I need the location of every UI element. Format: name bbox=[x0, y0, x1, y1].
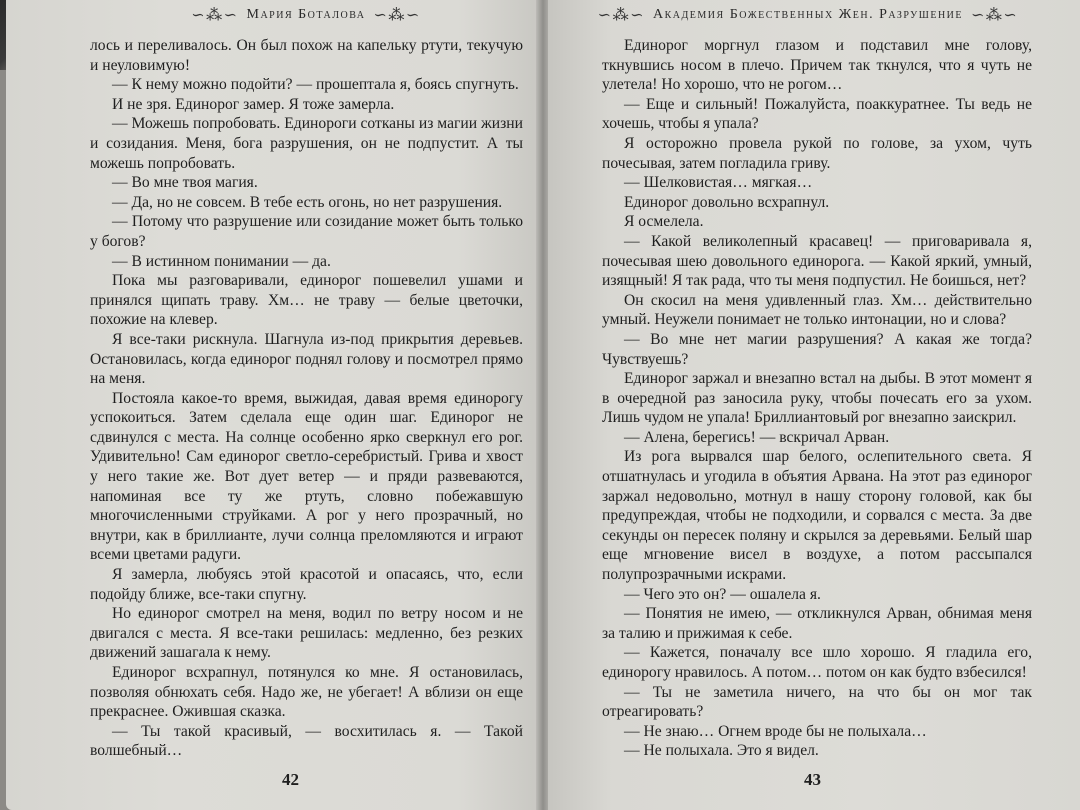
page-number: 43 bbox=[804, 770, 821, 789]
paragraph: — Понятия не имею, — откликнулся Арван, обнимая меня за талию и прижимая к себе. bbox=[602, 605, 1032, 642]
paragraph: — К нему можно подойти? — прошептала я, боясь спугнуть. bbox=[112, 76, 519, 94]
paragraph: — В истинном понимании — да. bbox=[112, 252, 331, 270]
paragraph: — Потому что разрушение или созидание может быть только у богов? bbox=[90, 213, 523, 250]
paragraph: Единорог моргнул глазом и подставил мне голову, ткнувшись носом в плечо. Причем так ткнулся, что я чуть не улетела! Но хорошо, что не рогом… bbox=[602, 37, 1032, 94]
left-page bbox=[6, 0, 538, 810]
paragraph: Я осмелела. bbox=[624, 213, 704, 231]
paragraph: — Не полыхала. Это я видел. bbox=[624, 742, 819, 760]
ornament-left-icon: ∽⁂∽ bbox=[191, 7, 239, 24]
paragraph: — Во мне твоя магия. bbox=[112, 174, 258, 192]
left-page-text bbox=[90, 36, 523, 761]
paragraph: Пока мы разговаривали, единорог пошевелил ушами и принялся щипать траву. Хм… не траву — белые цветочки, похожие на клевер. bbox=[90, 272, 523, 329]
paragraph: — Еще и сильный! Пожалуйста, поаккуратнее. Ты ведь не хочешь, чтобы я упала? bbox=[602, 95, 1032, 133]
ornament-left-icon: ∽⁂∽ bbox=[597, 7, 645, 24]
paragraph: — Можешь попробовать. Единороги сотканы из магии жизни и созидания. Меня, бога разрушения, он не подпустит. А ты можешь попробовать. bbox=[90, 115, 523, 172]
paragraph: — Кажется, поначалу все шло хорошо. Я гладила его, единорогу нравилось. А потом… потом он как будто взбесился! bbox=[602, 644, 1032, 681]
paragraph: Единорог довольно всхрапнул. bbox=[624, 193, 830, 211]
paragraph: Я замерла, любуясь этой красотой и опасаясь, что, если подойду ближе, все-таки спугну. bbox=[90, 566, 523, 603]
paragraph: Постояла какое-то время, выжидая, давая время единорогу успокоиться. Затем сделала еще один шаг. Единорог не сдвинулся с места. На солнце особенно ярко сверкнул его рог. Удивительно! Сам единорог светло-серебристый. Грива и хвост у него такие же. Вот дует ветер — и пряди развеваются, напоминая все ту же ртуть, словно побежавшую многочисленными струйками. А рог у него прозрачный, но внутри, как в бриллианте, лучи солнца преломляются и играют всеми цветами радуги. bbox=[90, 389, 523, 564]
paragraph: лось и переливалось. Он был похож на капельку ртути, текучую и неуловимую! bbox=[90, 37, 523, 74]
paragraph: Я осторожно провела рукой по голове, за ухом, чуть почесывая, затем погладила гриву. bbox=[602, 134, 1032, 172]
page-number: 42 bbox=[282, 770, 299, 789]
ornament-right-icon: ∽⁂∽ bbox=[373, 7, 421, 24]
right-page bbox=[548, 0, 1080, 810]
paragraph: — Не знаю… Огнем вроде бы не полыхала… bbox=[624, 722, 927, 740]
ornament-right-icon: ∽⁂∽ bbox=[971, 7, 1019, 24]
paragraph: Единорог всхрапнул, потянулся ко мне. Я остановилась, позволяя обнюхать себя. Надо же, не убегает! А вблизи он еще прекраснее. Ожившая сказка. bbox=[90, 664, 523, 721]
paragraph: Единорог заржал и внезапно встал на дыбы. В этот момент я в очередной раз заносила руку, чтобы почесать его за ухом. Лишь чудом не упала! Бриллиантовый рог внезапно заискрил. bbox=[602, 370, 1032, 427]
left-running-header bbox=[156, 4, 456, 26]
paragraph: Но единорог смотрел на меня, водил по ветру носом и не двигался с места. Я все-таки решилась: медленно, без резких движений зашагала к нему. bbox=[90, 605, 523, 662]
paragraph: — Какой великолепный красавец! — приговаривала я, почесывая шею довольного единорога. — Какой яркий, умный, изящный! Я так рада, что ты меня подпустил. Не боишься, нет? bbox=[602, 232, 1032, 290]
paragraph: Я все-таки рискнула. Шагнула из-под прикрытия деревьев. Остановилась, когда единорог поднял голову и посмотрел прямо на меня. bbox=[90, 330, 523, 388]
paragraph: Из рога вырвался шар белого, ослепительного света. Я отшатнулась и угодила в объятия Арвана. На этот раз единорог заржал недовольно, мотнул в нашу сторону головой, как бы предупреждая, чтобы не подходили, и сорвался с места. За две секунды он пересек поляну и скрылся за деревьями. Белый шар еще мгновение висел в воздухе, а потом рассыпался полупрозрачными искрами. bbox=[602, 448, 1032, 584]
right-running-header bbox=[558, 4, 1058, 26]
right-page-text bbox=[602, 36, 1032, 761]
book-title: Академия Божественных Жен. Разрушение bbox=[652, 7, 964, 22]
paragraph: — Чего это он? — ошалела я. bbox=[624, 585, 821, 603]
paragraph: — Да, но не совсем. В тебе есть огонь, но нет разрушения. bbox=[112, 193, 503, 211]
paragraph: — Алена, берегись! — вскричал Арван. bbox=[624, 428, 890, 446]
paragraph: — Шелковистая… мягкая… bbox=[624, 174, 813, 192]
paragraph: — Ты не заметила ничего, на что бы он мог так отреагировать? bbox=[602, 683, 1032, 721]
paragraph: Он скосил на меня удивленный глаз. Хм… действительно умный. Неужели понимает не только интонации, но и слова? bbox=[602, 291, 1032, 329]
paragraph: — Во мне нет магии разрушения? А какая же тогда? Чувствуешь? bbox=[602, 330, 1032, 368]
paragraph: — Ты такой красивый, — восхитилась я. — Такой волшебный… bbox=[90, 722, 523, 760]
paragraph: И не зря. Единорог замер. Я тоже замерла. bbox=[112, 95, 395, 113]
author-name: Мария Боталова bbox=[246, 7, 366, 22]
